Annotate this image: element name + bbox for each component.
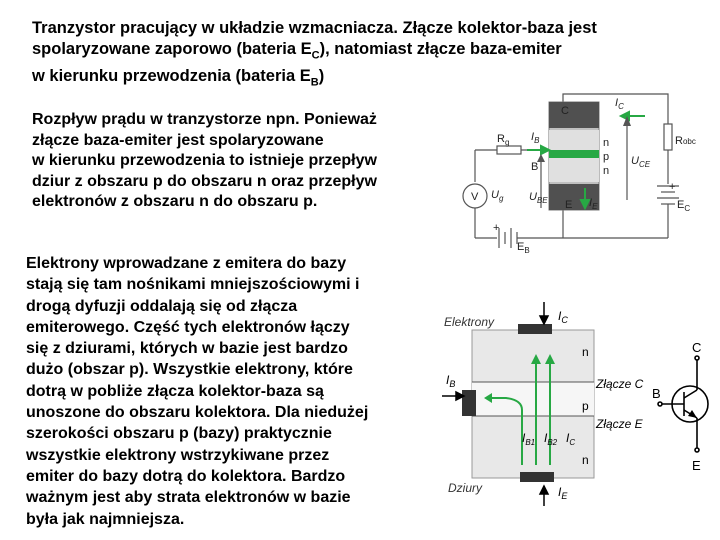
circuit-e-label: E <box>565 199 573 211</box>
p3-line: stają się tam nośnikami mniejszościowymi i <box>26 276 360 294</box>
circuit-c-label: C <box>561 105 569 117</box>
structure-ib-label: $I_B$ <box>446 373 456 389</box>
p3-line: drogą dyfuzji oddalają się od złącza <box>26 297 298 315</box>
intro-sub-b: B <box>310 76 319 89</box>
circuit-plus-ec: + <box>669 181 676 193</box>
structure-ie-label: $I_E$ <box>558 485 568 501</box>
intro-line-2b: ), natomiast złącze baza-emiter <box>319 40 562 58</box>
intro-line-2a: spolaryzowane zaporowo (bateria E <box>32 40 312 58</box>
circuit-ib-label: $I_B$ <box>531 131 540 145</box>
intro-line-1: Tranzystor pracujący w układzie wzmacniacza. Złącze kolektor-baza jest <box>32 19 597 37</box>
p3-line: dużo (obszar p). Wszystkie elektrony, które <box>26 361 353 379</box>
circuit-ic-label: $I_C$ <box>615 97 624 111</box>
p2-line: w kierunku przewodzenia to istnieje przepływ <box>32 152 377 170</box>
p3-line: Elektrony wprowadzane z emitera do bazy <box>26 255 347 272</box>
circuit-uce-label: $U_{CE}$ <box>631 155 651 169</box>
circuit-b-label: B <box>531 161 539 173</box>
amplifier-circuit-diagram <box>455 88 703 254</box>
circuit-n1-label: n <box>603 137 610 149</box>
circuit-ug-label: $U_g$ <box>491 189 504 203</box>
structure-electrons-label: Elektrony <box>444 315 495 329</box>
structure-n-bottom-label: n <box>582 453 589 467</box>
p2-line: Rozpływ prądu w tranzystorze npn. Ponieważ <box>32 111 377 128</box>
electron-text <box>26 253 416 530</box>
intro-text <box>32 18 686 94</box>
circuit-rg-label: $R_g$ <box>497 133 510 147</box>
symbol-c-label: C <box>692 340 702 355</box>
structure-ic2-label: $I_C$ <box>566 431 576 447</box>
intro-line-3b: ) <box>318 67 325 86</box>
p3-line: była jak najmniejsza. <box>26 510 185 528</box>
p3-line: dotrą w pobliże złącza kolektor-baza są <box>26 382 324 400</box>
symbol-b-label: B <box>652 386 661 401</box>
structure-n-top-label: n <box>582 345 589 359</box>
structure-ib2-label: $I_{B2}$ <box>544 431 558 447</box>
circuit-ube-label: $U_{BE}$ <box>529 191 548 205</box>
structure-holes-label: Dziury <box>448 481 483 495</box>
intro-sub-c: C <box>311 49 320 62</box>
circuit-eb-label: $E_B$ <box>517 241 530 254</box>
symbol-e-label: E <box>692 458 701 473</box>
p3-line: emiter do bazy dotrą do kolektora. Bardzo <box>26 467 346 485</box>
intro-line-3a: w kierunku przewodzenia (bateria E <box>32 67 311 86</box>
p2-line: dziur z obszaru p do obszaru n oraz przepływ <box>32 172 377 190</box>
structure-ib1-label: $I_{B1}$ <box>522 431 536 447</box>
circuit-plus-eb: + <box>493 222 500 234</box>
structure-ic-label: $I_C$ <box>558 309 568 325</box>
p3-line: się z dziurami, których w bazie jest bardzo <box>26 340 348 358</box>
structure-p-label: p <box>582 399 589 413</box>
circuit-ec-label: $E_C$ <box>677 199 691 213</box>
p3-line: unoszone do obszaru kolektora. Dla niedużej <box>26 404 369 422</box>
current-flow-text <box>32 110 427 213</box>
structure-junction-e-label: Złącze E <box>596 417 643 431</box>
circuit-p-label: p <box>603 151 610 163</box>
circuit-n2-label: n <box>603 165 610 177</box>
circuit-v-label: V <box>471 191 479 203</box>
structure-junction-c-label: Złącze C <box>596 377 644 391</box>
p3-line: szerokości obszaru p (bazy) praktycznie <box>26 425 332 443</box>
p3-line: wszystkie elektrony wstrzykiwane przez <box>26 446 330 464</box>
transistor-structure-diagram <box>440 300 662 510</box>
npn-transistor-symbol <box>648 340 716 476</box>
p2-line: złącze baza-emiter jest spolaryzowane <box>32 131 324 149</box>
circuit-ie-label: $I_E$ <box>589 197 598 211</box>
circuit-robc-label: Robc <box>675 135 696 147</box>
p3-line: ważnym jest aby strata elektronów w bazie <box>26 489 351 507</box>
p2-line: elektronów z obszaru n do obszaru p. <box>32 193 318 211</box>
p3-line: emiterowego. Część tych elektronów łączy <box>26 318 350 336</box>
